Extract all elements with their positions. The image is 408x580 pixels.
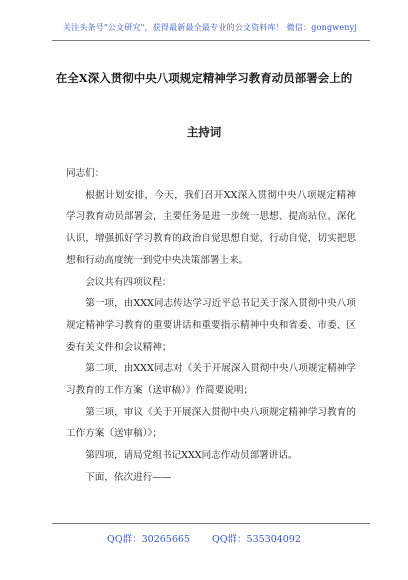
paragraph-item-3: 第三项，审议《关于开展深入贯彻中央八项规定精神学习教育的工作方案（送审稿）》；	[66, 406, 356, 440]
footer	[0, 531, 408, 545]
header-divider	[52, 40, 370, 41]
document-body	[66, 163, 356, 489]
document-title-line-2: 主持词	[186, 125, 222, 139]
paragraph-item-1: 第一项，由XXX同志传达学习近平总书记关于深入贯彻中央八项规定精神学习教育的重要讲话和重要指示精神中央和省委、市委、区委有关文件和会议精神；	[66, 298, 356, 353]
footer-qq-group-2: QQ群：535304092	[211, 534, 301, 545]
header-banner: 关注头条号"公文研究"，获得最新最全最专业的公文资料库！ 微信：gongwenyj	[62, 23, 358, 32]
paragraph-agenda-intro: 会议共有四项议程：	[85, 276, 172, 288]
paragraph-item-4: 第四项，请局党组书记XXX同志作动员部署讲话。	[85, 450, 298, 462]
salutation: 同志们：	[66, 168, 105, 179]
paragraph-intro: 根据计划安排，今天，我们召开XX深入贯彻中央八项规定精神学习教育动员部署会，主要任务是进一步统一思想、提高站位、深化认识，增强抓好学习教育的政治自觉思想自觉、行动自觉，切实把思想和行动高度统一到党中央决策部署上来。	[66, 189, 356, 266]
footer-divider	[52, 523, 370, 524]
footer-qq-group-1: QQ群：30265665	[107, 534, 190, 545]
document-title-line-1: 在全X深入贯彻中央八项规定精神学习教育动员部署会上的	[55, 71, 353, 85]
paragraph-closing: 下面，依次进行——	[85, 471, 172, 483]
paragraph-item-2: 第二项，由XXX同志对《关于开展深入贯彻中央八项规定精神学习教育的工作方案（送审稿）》作简要说明；	[66, 363, 356, 397]
